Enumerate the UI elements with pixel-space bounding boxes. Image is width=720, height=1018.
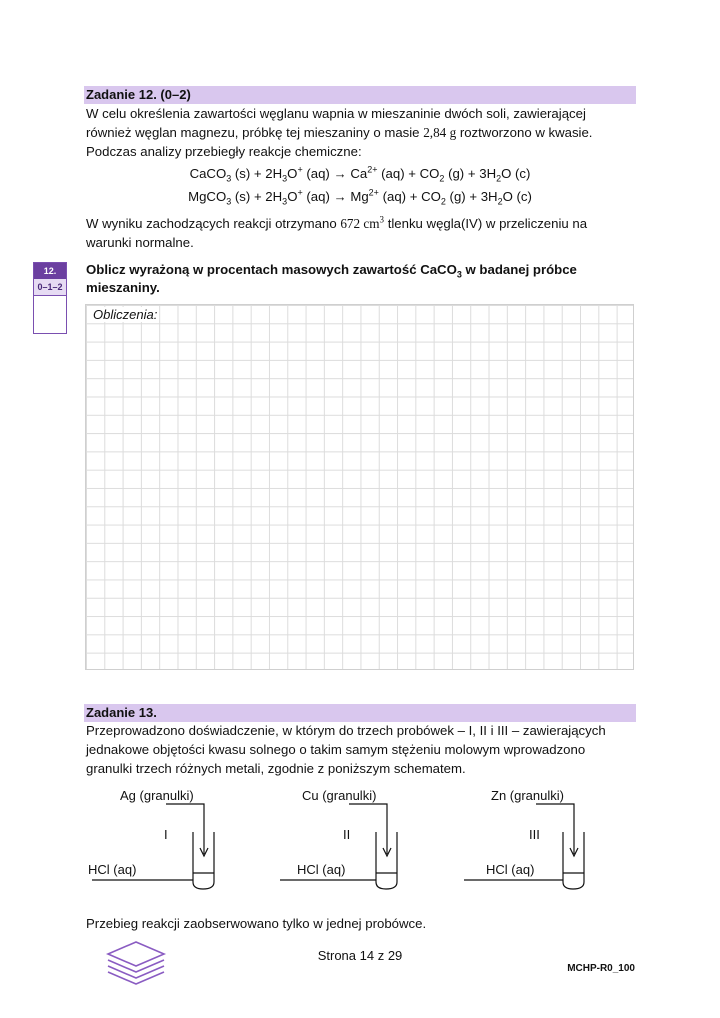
exam-code: MCHP-R0_100 <box>567 963 635 974</box>
task-12-question: Oblicz wyrażoną w procentach masowych zawartość CaCO$_3$ w badanej próbce mieszaniny. <box>86 262 577 295</box>
intro-line-2: również węglan magnezu, próbkę tej mieszaniny o masie 2,84 g roztworzono w kwasie. <box>86 125 593 140</box>
calculation-grid[interactable] <box>85 304 634 670</box>
intro-line-3: Podczas analizy przebiegły reakcje chemiczne: <box>86 144 362 159</box>
task-12-result <box>86 214 636 252</box>
tube-2-metal: Cu (granulki) <box>302 788 377 803</box>
score-points: 0–1–2 <box>34 279 66 296</box>
sample-mass: 2,84 g <box>423 125 457 140</box>
score-entry-field[interactable] <box>34 296 66 334</box>
calculation-label: Obliczenia: <box>93 307 158 322</box>
tube-3-numeral: III <box>529 827 540 842</box>
score-task-number: 12. <box>34 263 66 279</box>
tube-1-numeral: I <box>164 827 168 842</box>
experiment-diagram <box>84 784 636 894</box>
tube-1-metal: Ag (granulki) <box>120 788 194 803</box>
task-13-header: Zadanie 13. <box>84 704 636 722</box>
task-12-intro <box>86 104 636 161</box>
task-13-intro: Przeprowadzono doświadczenie, w którym do trzech probówek – I, II i III – zawierających jednakowe objętości kwasu solnego o takim samym stężeniu molowym wprowadzono granulki trzech różnych metali, zgodnie z poniższym schematem. <box>86 723 606 776</box>
reaction-caco3: CaCO$_3$ $(s) + 2H_3O^+$ $(aq) \to Ca^{2+}$ $(aq) + CO_2$ $(g) + 3H_2O$ (c) <box>189 164 531 184</box>
task-13-observation: Przebieg reakcji zaobserwowano tylko w jednej probówce. <box>86 916 427 931</box>
tube-3-acid: HCl (aq) <box>486 862 535 877</box>
score-box <box>33 262 67 334</box>
result-line-2: warunki normalne. <box>86 235 194 250</box>
intro-line-1: W celu określenia zawartości węglanu wapnia w mieszaninie dwóch soli, zawierającej <box>86 106 586 121</box>
page-number: Strona 14 z 29 <box>317 948 403 963</box>
result-line-1: W wyniku zachodzących reakcji otrzymano 672 $cm^3$ tlenku węgla(IV) w przeliczeniu na <box>86 214 588 231</box>
task-12-header: Zadanie 12. (0–2) <box>84 86 636 104</box>
tube-1-acid: HCl (aq) <box>88 862 137 877</box>
tube-2-numeral: II <box>343 827 351 842</box>
reaction-mgco3: MgCO$_3$ $(s) + 2H_3O^+$ $(aq) \to Mg^{2+}$ $(aq) + CO_2$ $(g) + 3H_2O$ (c) <box>188 187 532 207</box>
tube-3-metal: Zn (granulki) <box>491 788 564 803</box>
tube-2-acid: HCl (aq) <box>297 862 346 877</box>
gas-volume: 672 $cm^3$ <box>340 214 385 231</box>
